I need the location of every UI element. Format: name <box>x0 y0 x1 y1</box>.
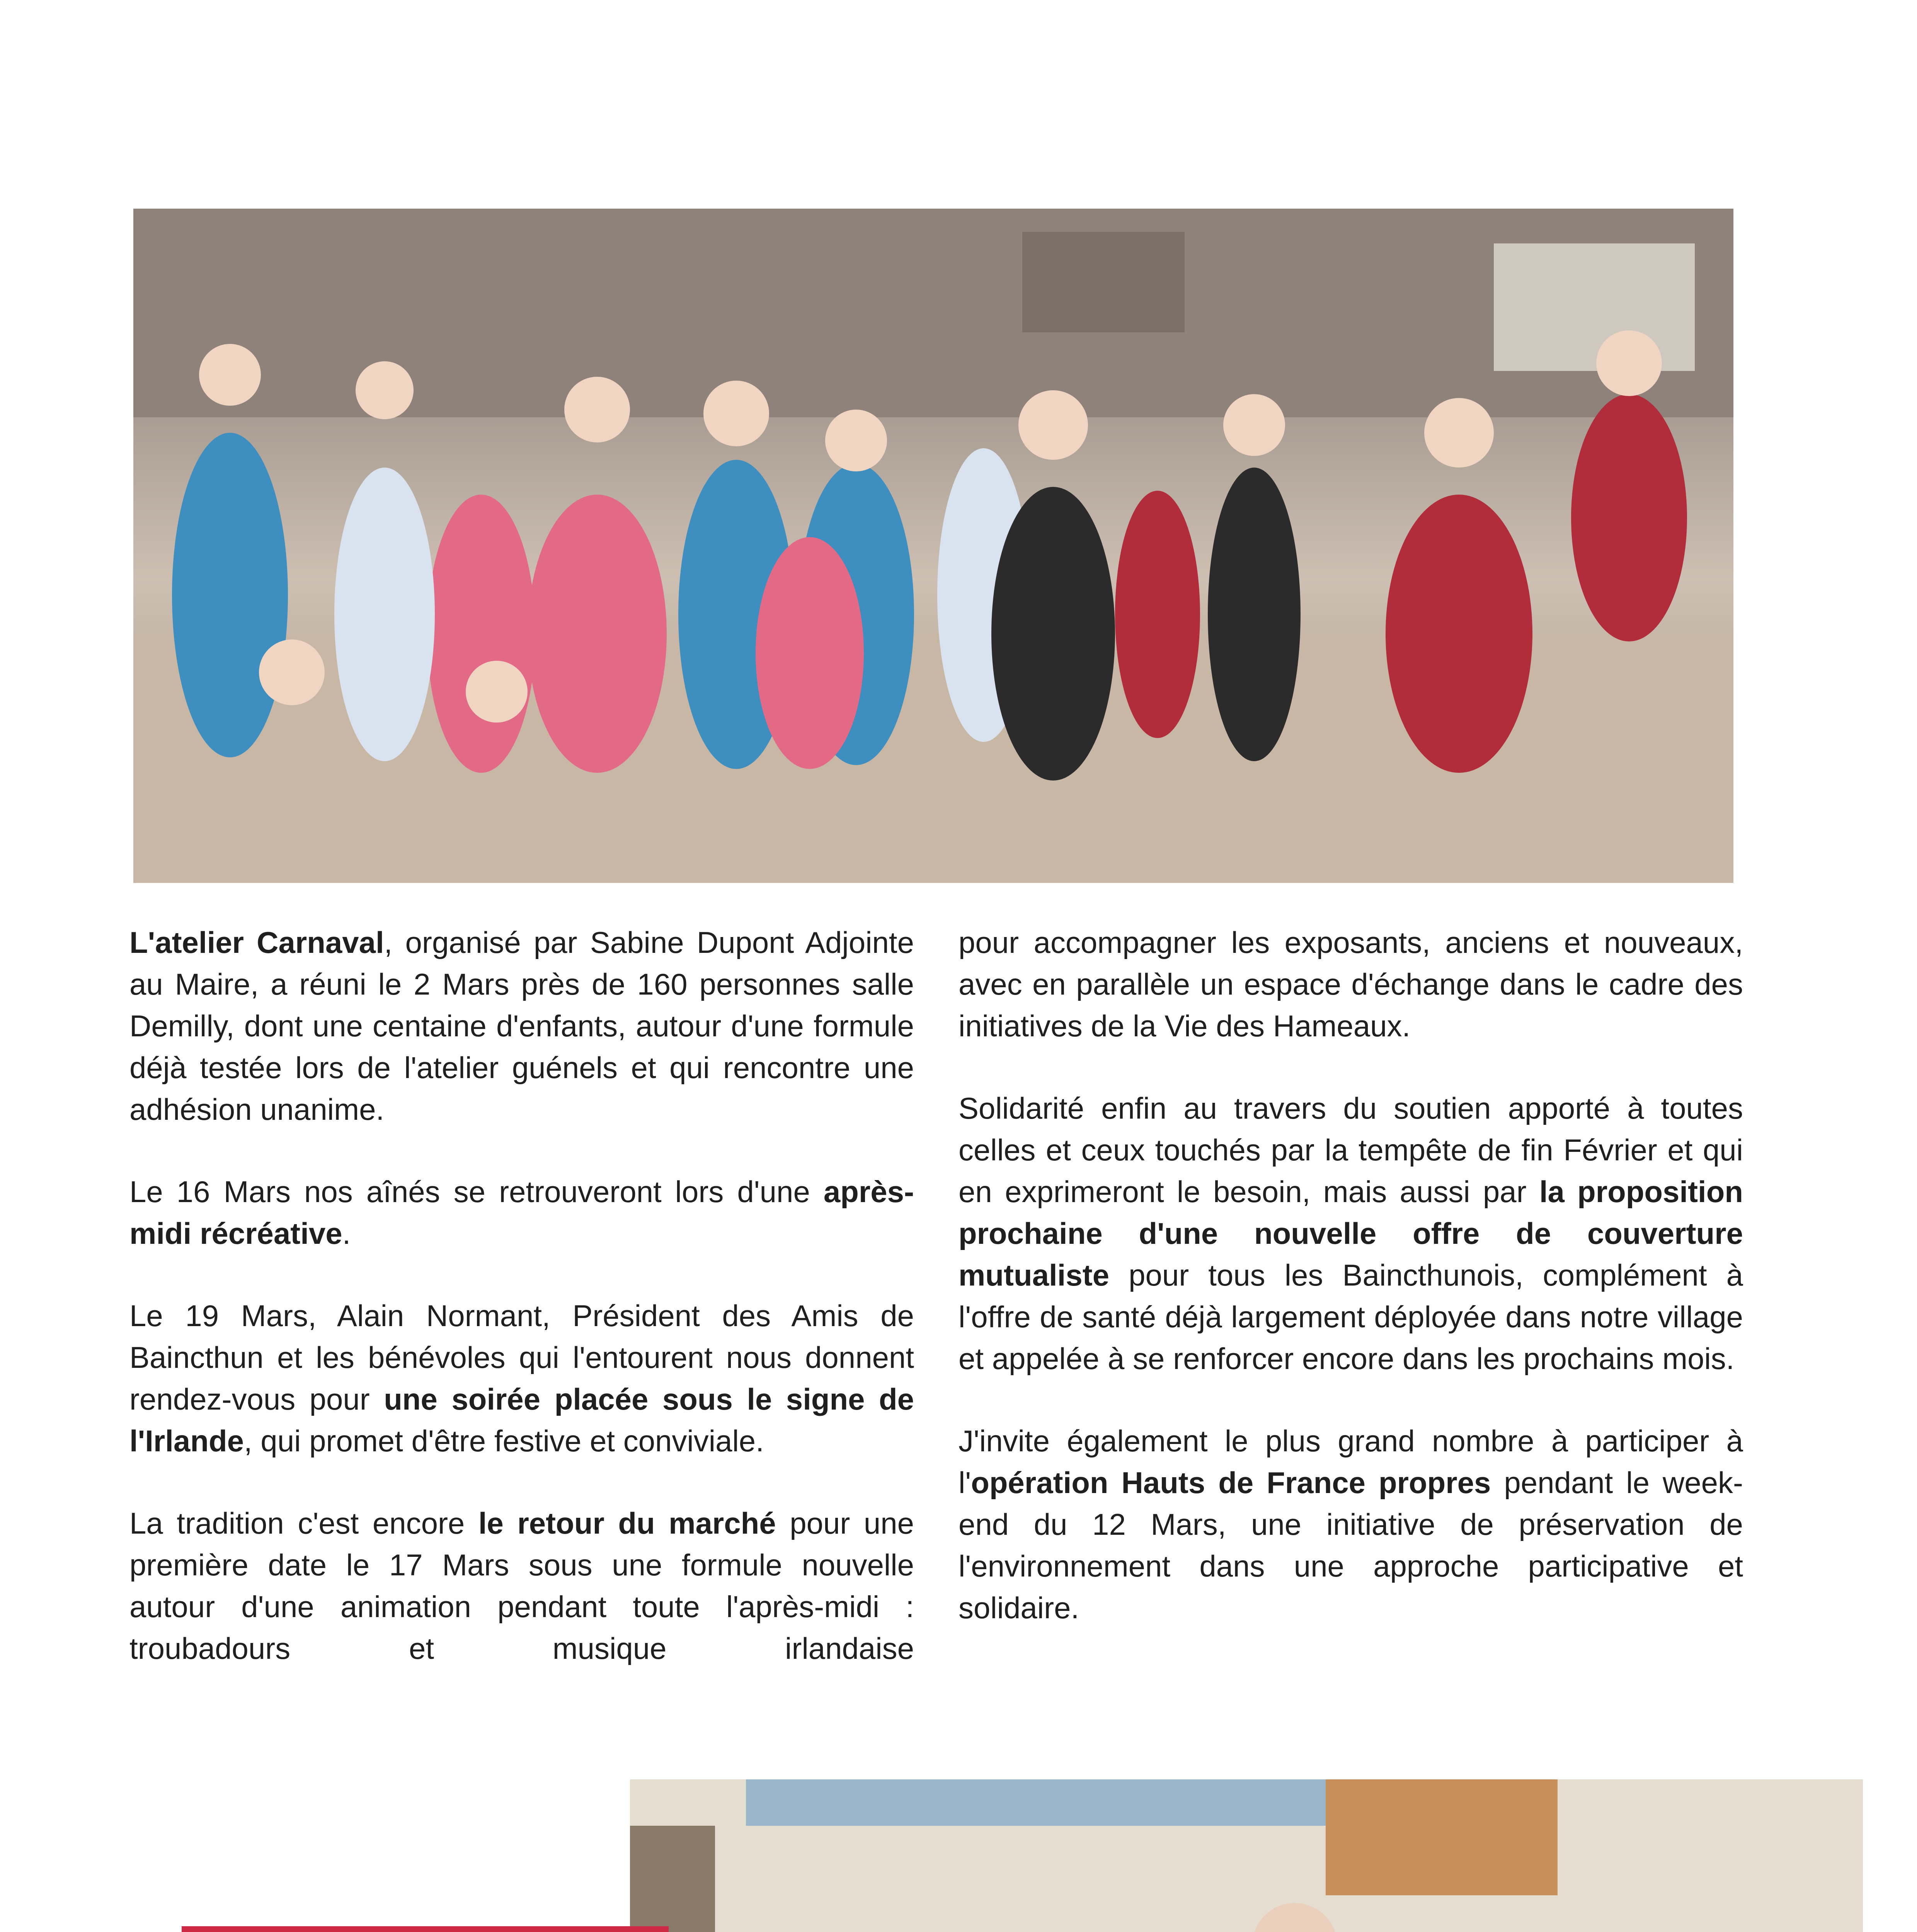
paragraph-text: Solidarité enfin au travers du soutien apporté à toutes celles et ceux touchés par la tempête de fin Février et qui en exprimeront le besoin, mais aussi par <box>958 1091 1743 1209</box>
paragraph-text-end: pendant le week-end du 12 Mars, une initiative de préservation de l'environnement dans une approche participative et solidaire. <box>958 1466 1743 1625</box>
paragraph-text-end: pour tous les Baincthunois, complément à l'offre de santé déjà largement déployée dans notre village et appelée à se renforcer encore dans les prochains mois. <box>958 1258 1743 1376</box>
carnival-photo <box>133 209 1733 883</box>
highlight-operation-propres: opération Hauts de France propres <box>971 1466 1491 1500</box>
paragraph-aines <box>129 1171 914 1254</box>
classroom-photo <box>630 1779 1863 1932</box>
article-left-column <box>129 922 914 1710</box>
paragraph-solidarite <box>958 1087 1743 1379</box>
paragraph-text: Le 19 Mars, Alain Normant, Président des Amis de Baincthun et les bénévoles qui l'entourent nous donnent rendez-vous pour <box>129 1299 914 1416</box>
paragraph-text-end: . <box>342 1216 351 1250</box>
photo-caption-box <box>182 1926 669 1932</box>
highlight-soiree-irlande: une soirée placée sous le signe de l'Irlande <box>129 1382 914 1458</box>
paragraph-irlande <box>129 1295 914 1462</box>
paragraph-text-end: , qui promet d'être festive et conviviale. <box>243 1424 764 1458</box>
paragraph-text: pour accompagner les exposants, anciens et nouveaux, avec en parallèle un espace d'échange dans le cadre des initiatives de la Vie des Hameaux. <box>958 925 1743 1043</box>
paragraph-text: , organisé par Sabine Dupont Adjointe au Maire, a réuni le 2 Mars près de 160 personnes salle Demilly, dont une centaine d'enfants, autour d'une formule déjà testée lors de l'atelier guénels et qui rencontre une adhésion unanime. <box>129 925 914 1126</box>
paragraph-text: Le 16 Mars nos aînés se retrouveront lors d'une <box>129 1175 824 1209</box>
highlight-atelier-carnaval: L'atelier Carnaval <box>129 925 384 959</box>
paragraph-exposants <box>958 922 1743 1047</box>
highlight-retour-marche: le retour du marché <box>478 1506 776 1540</box>
paragraph-text-end: pour une première date le 17 Mars sous une formule nouvelle autour d'une animation pendant toute l'après-midi : troubadours et musique irlandaise <box>129 1506 914 1665</box>
paragraph-marche <box>129 1502 914 1669</box>
paragraph-text: La tradition c'est encore <box>129 1506 478 1540</box>
paragraph-carnaval <box>129 922 914 1130</box>
highlight-apres-midi: après-midi récréative <box>129 1175 914 1250</box>
article-right-column <box>958 922 1743 1669</box>
highlight-offre-mutualiste: la proposition prochaine d'une nouvelle offre de couverture mutualiste <box>958 1175 1743 1292</box>
paragraph-hauts-de-france <box>958 1420 1743 1629</box>
paragraph-text: J'invite également le plus grand nombre à participer à l' <box>958 1424 1743 1500</box>
